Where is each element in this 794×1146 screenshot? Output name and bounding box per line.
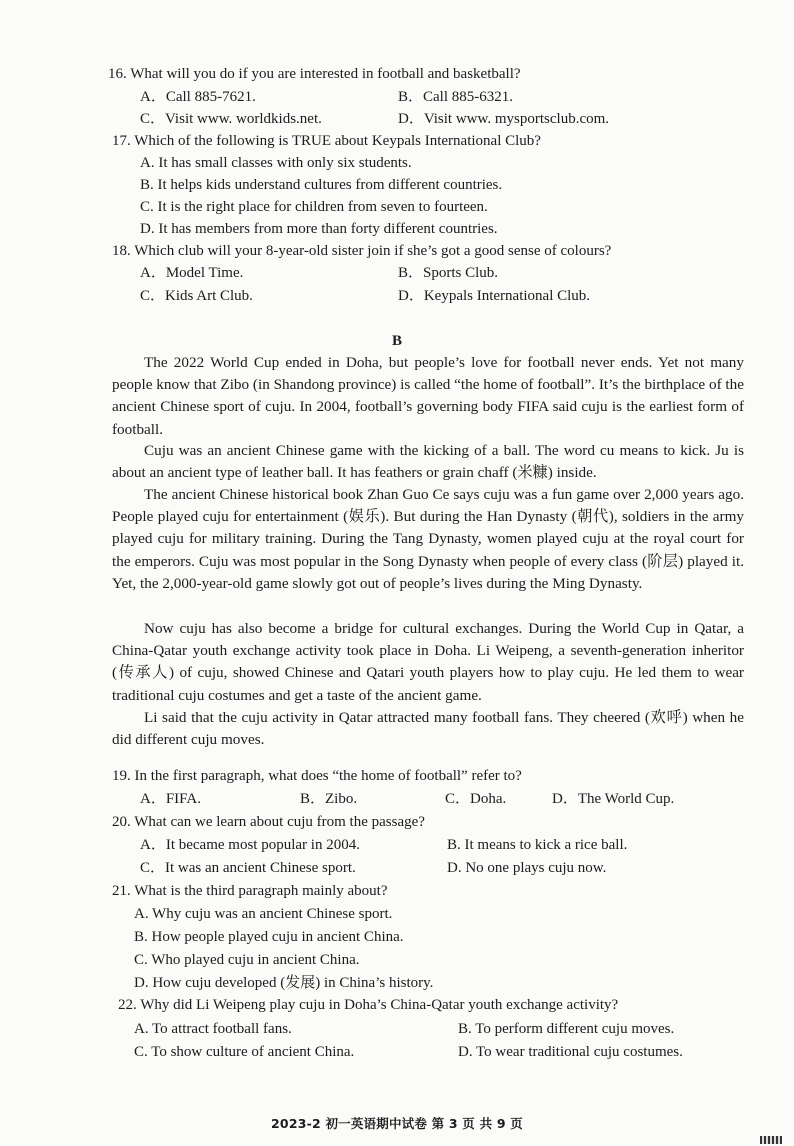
page-footer: 2023-2 初一英语期中试卷 第 3 页 共 9 页 [271, 1116, 523, 1131]
section-heading: B [391, 333, 402, 349]
question-20-option-a: A．It became most popular in 2004. [140, 837, 360, 853]
question-19-option-d: D．The World Cup. [552, 791, 675, 807]
passage-paragraph-5: Li said that the cuju activity in Qatar attracted many football fans. They cheered (欢呼) when he did different cuju moves. [112, 709, 744, 749]
question-16-option-d: D．Visit www. mysportsclub.com. [398, 111, 610, 127]
question-20-option-b: B. It means to kick a rice ball. [447, 837, 628, 853]
question-17-stem: 17. Which of the following is TRUE about Keypals International Club? [112, 133, 541, 149]
question-19-option-c: C．Doha. [445, 791, 507, 807]
question-16-option-c: C．Visit www. worldkids.net. [140, 111, 322, 127]
question-18-option-b: B．Sports Club. [398, 265, 499, 281]
question-22-stem: 22. Why did Li Weipeng play cuju in Doha’s China-Qatar youth exchange activity? [118, 997, 619, 1013]
passage-paragraph-4: Now cuju has also become a bridge for cultural exchanges. During the World Cup in Qatar, a China-Qatar youth exchange activity took place in Doha. Li Weipeng, a seventh-generation inheritor (传承人) of cuju, showed Chinese and Qatari youth players how to play cuju. He led them to wear traditional cuju costumes and get a taste of the ancient game. [112, 620, 744, 704]
question-21-stem: 21. What is the third paragraph mainly about? [112, 883, 388, 899]
question-16-option-a: A．Call 885-7621. [140, 89, 256, 105]
question-16-option-b: B．Call 885-6321. [398, 89, 513, 105]
question-19-stem: 19. In the first paragraph, what does “the home of football” refer to? [112, 768, 522, 784]
question-18-stem: 18. Which club will your 8-year-old sister join if she’s got a good sense of colours? [112, 243, 612, 259]
corner-stamp [760, 1136, 782, 1144]
question-17-option-a: A. It has small classes with only six students. [140, 155, 412, 171]
question-22-option-c: C. To show culture of ancient China. [134, 1044, 355, 1060]
question-18-option-c: C．Kids Art Club. [140, 288, 253, 304]
question-22-option-b: B. To perform different cuju moves. [458, 1021, 675, 1037]
question-22-option-d: D. To wear traditional cuju costumes. [458, 1044, 683, 1060]
question-21-option-b: B. How people played cuju in ancient China. [134, 929, 404, 945]
passage-paragraph-2: Cuju was an ancient Chinese game with the kicking of a ball. The word cu means to kick. Ju is about an ancient type of leather ball. It has feathers or grain chaff (米糠) inside. [112, 442, 744, 482]
question-21-option-a: A. Why cuju was an ancient Chinese sport. [134, 906, 393, 922]
question-20-stem: 20. What can we learn about cuju from the passage? [112, 814, 425, 830]
question-22-option-a: A. To attract football fans. [134, 1021, 292, 1037]
passage-paragraph-3: The ancient Chinese historical book Zhan Guo Ce says cuju was a fun game over 2,000 years ago. People played cuju for entertainment (娱乐). But during the Han Dynasty (朝代), soldiers in the army played cuju for military training. During the Tang Dynasty, women played cuju at the royal court for the emperors. Cuju was most popular in the Song Dynasty when people of every class (阶层) played it. Yet, the 2,000-year-old game slowly got out of people’s lives during the Ming Dynasty. [112, 486, 744, 592]
question-18-option-a: A．Model Time. [140, 265, 244, 281]
question-19-option-a: A．FIFA. [140, 791, 201, 807]
question-21-option-c: C. Who played cuju in ancient China. [134, 952, 360, 968]
question-16-stem: 16. What will you do if you are interested in football and basketball? [108, 66, 521, 82]
question-19-option-b: B．Zibo. [300, 791, 358, 807]
question-17-option-c: C. It is the right place for children from seven to fourteen. [140, 199, 488, 215]
passage-paragraph-1: The 2022 World Cup ended in Doha, but people’s love for football never ends. Yet not many people know that Zibo (in Shandong province) is called “the home of football”. It’s the birthplace of the ancient Chinese sport of cuju. In 2004, football’s governing body FIFA said cuju is the earliest form of football. [112, 354, 744, 438]
question-18-option-d: D．Keypals International Club. [398, 288, 591, 304]
question-20-option-c: C．It was an ancient Chinese sport. [140, 860, 356, 876]
question-17-option-d: D. It has members from more than forty different countries. [140, 221, 498, 237]
question-21-option-d: D. How cuju developed (发展) in China’s history. [134, 975, 434, 991]
question-17-option-b: B. It helps kids understand cultures from different countries. [140, 177, 503, 193]
question-20-option-d: D. No one plays cuju now. [447, 860, 607, 876]
